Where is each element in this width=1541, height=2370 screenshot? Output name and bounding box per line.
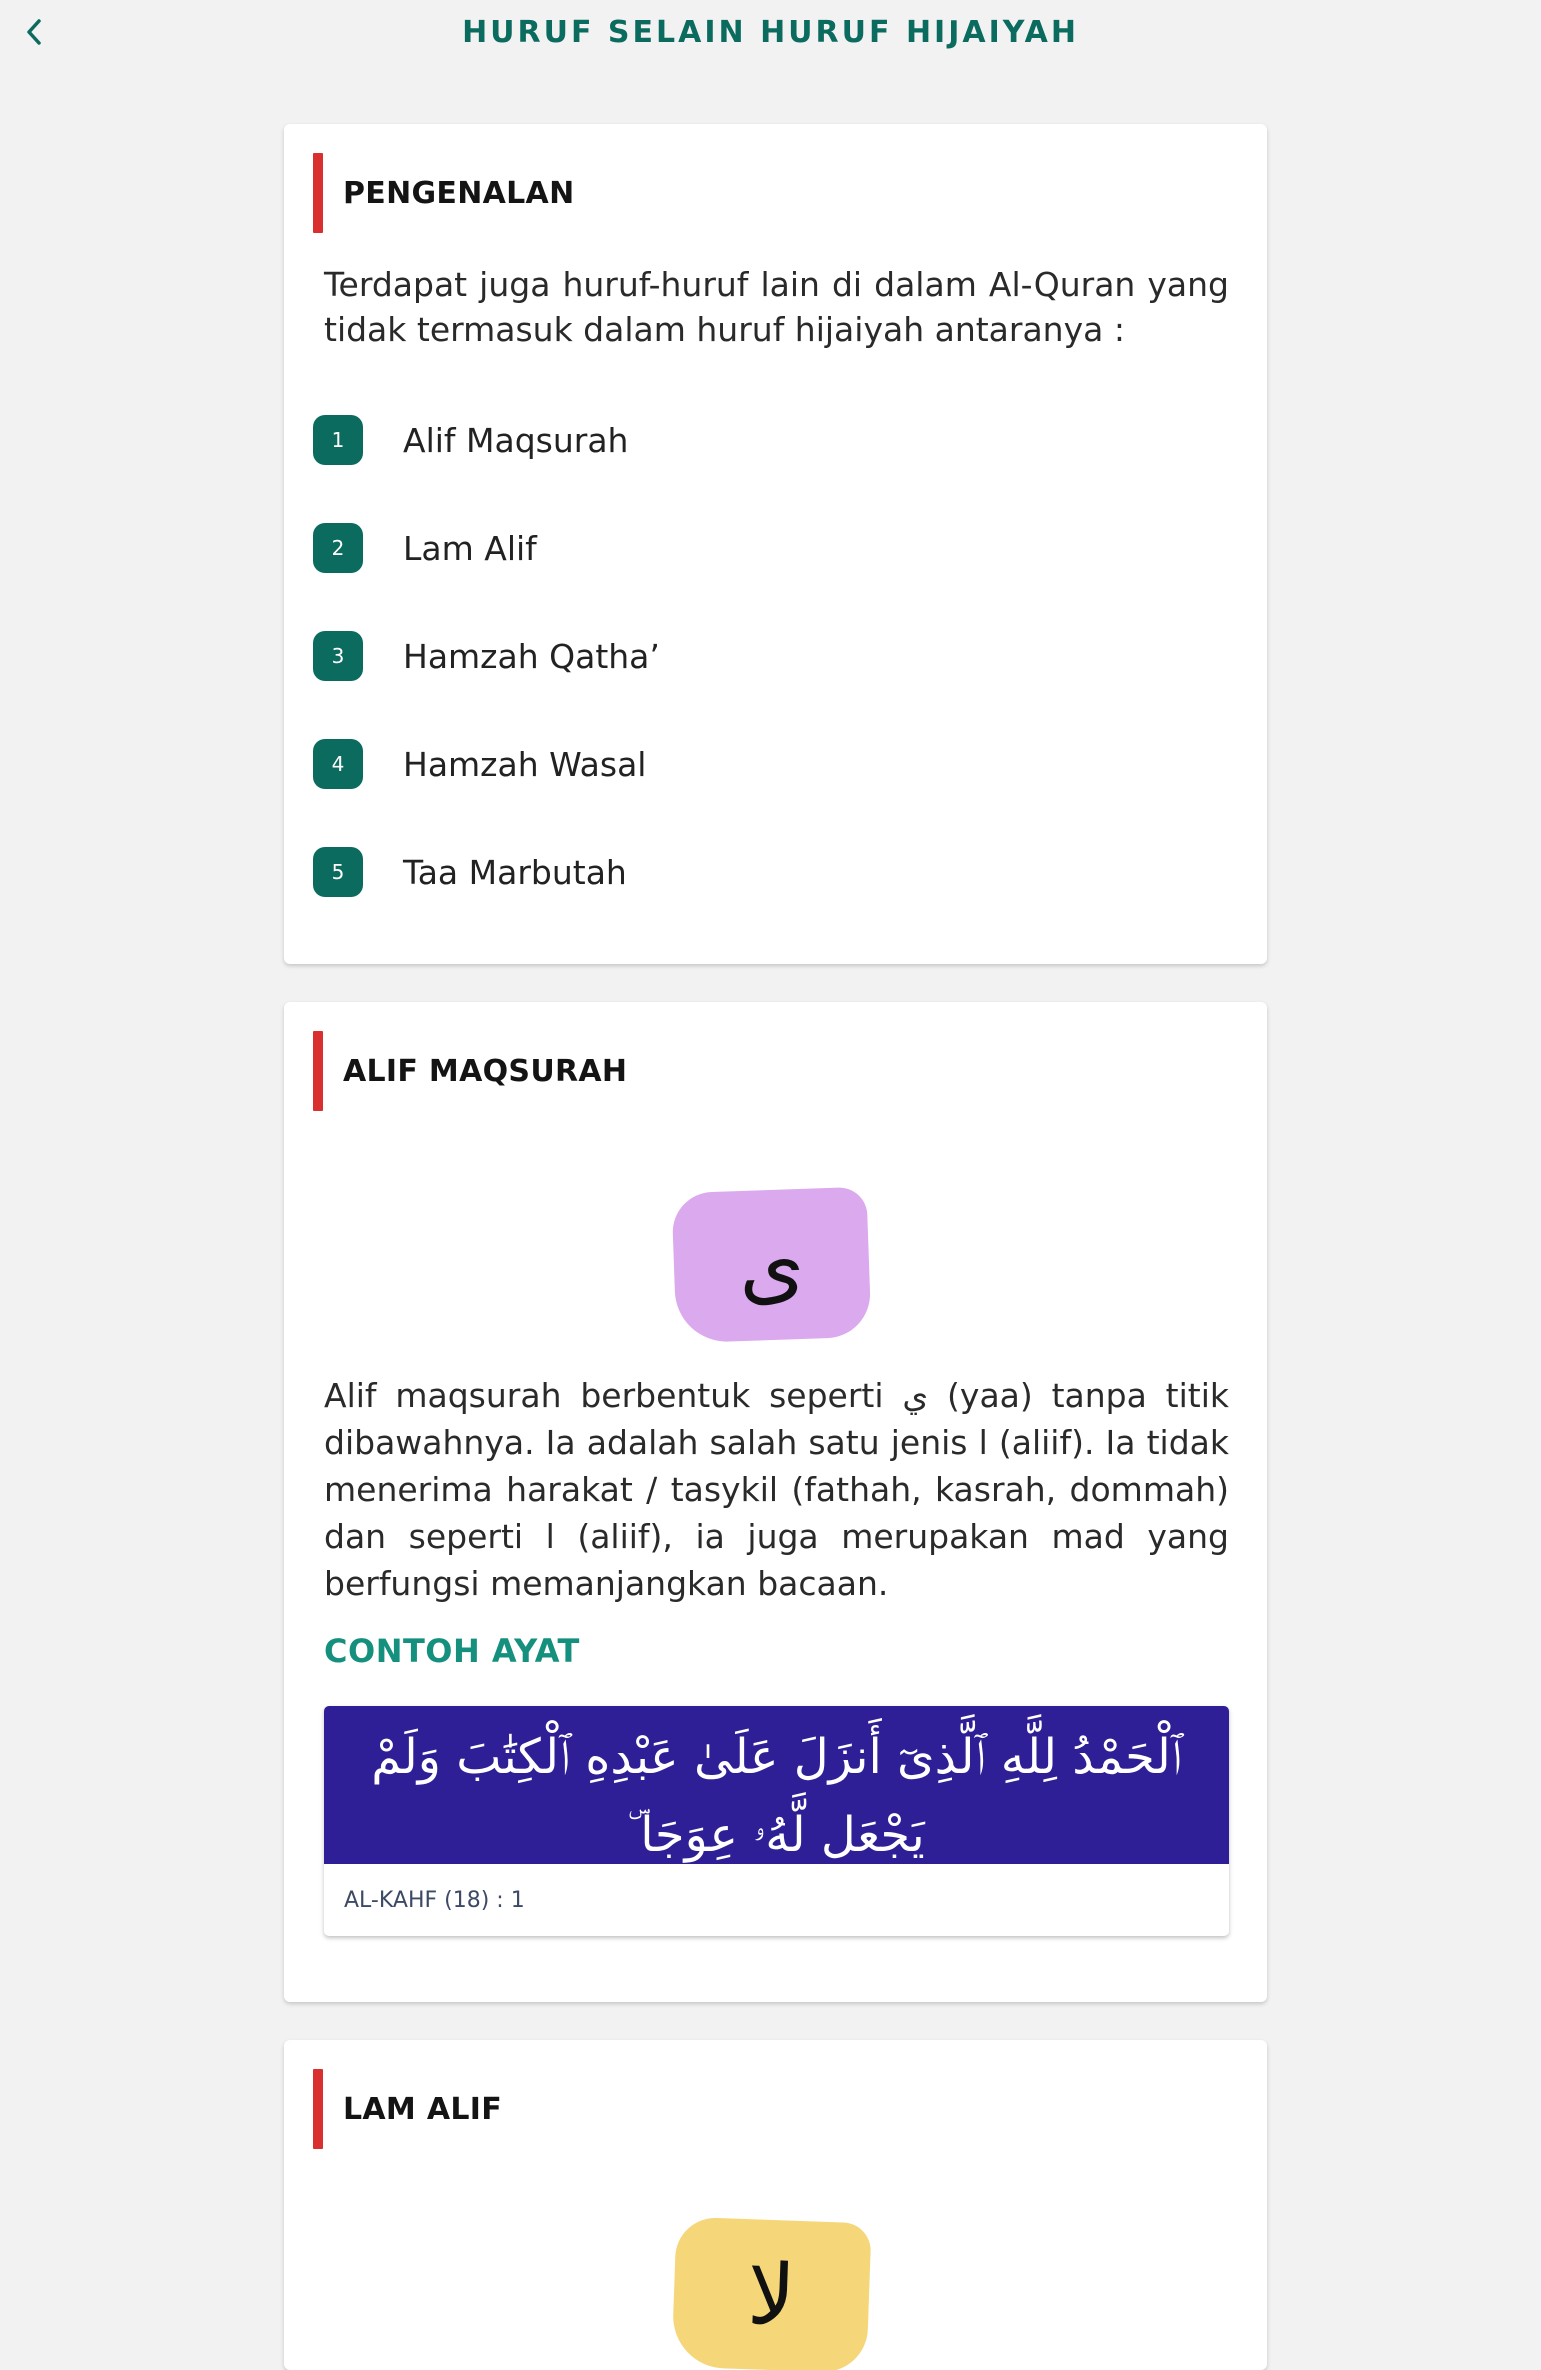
section-title: LAM ALIF bbox=[343, 2091, 503, 2127]
list-item-label: Alif Maqsurah bbox=[403, 420, 629, 460]
number-badge: 2 bbox=[313, 523, 363, 573]
example-label: CONTOH AYAT bbox=[324, 1632, 580, 1670]
section-header bbox=[313, 2069, 502, 2149]
intro-paragraph: Terdapat juga huruf-huruf lain di dalam Al-Quran yang tidak termasuk dalam huruf hijaiyah antaranya : bbox=[324, 265, 1229, 349]
chevron-left-icon bbox=[23, 17, 45, 47]
ayat-reference: AL-KAHF (18) : 1 bbox=[344, 1887, 525, 1913]
list-item-label: Lam Alif bbox=[403, 528, 537, 568]
back-button[interactable] bbox=[16, 14, 52, 50]
number-badge: 5 bbox=[313, 847, 363, 897]
lam-alif-letter-image bbox=[671, 2217, 871, 2370]
list-item-label: Hamzah Qatha’ bbox=[403, 636, 660, 676]
letter-glyph: ى bbox=[736, 1214, 807, 1316]
lam-alif-card bbox=[284, 2040, 1267, 2370]
section-title: PENGENALAN bbox=[343, 175, 575, 211]
number-badge: 4 bbox=[313, 739, 363, 789]
letter-glyph: لا bbox=[745, 2245, 798, 2345]
alif-maqsurah-card bbox=[284, 1002, 1267, 2002]
section-header bbox=[313, 153, 574, 233]
page-title: HURUF SELAIN HURUF HIJAIYAH bbox=[462, 14, 1079, 50]
alif-maqsurah-letter-image bbox=[671, 1187, 871, 1344]
list-item-label: Hamzah Wasal bbox=[403, 744, 647, 784]
section-title: ALIF MAQSURAH bbox=[343, 1053, 628, 1089]
list-item bbox=[313, 846, 627, 898]
app-header bbox=[0, 0, 1541, 66]
section-accent-bar bbox=[313, 2069, 323, 2149]
section-accent-bar bbox=[313, 153, 323, 233]
list-item bbox=[313, 522, 537, 574]
ayat-example-box bbox=[324, 1706, 1229, 1936]
alif-maqsurah-paragraph: Alif maqsurah berbentuk seperti ي (yaa) tanpa titik dibawahnya. Ia adalah salah satu jenis ا (aliif). Ia tidak menerima harakat / tasykil (fathah, kasrah, dommah) dan seperti ا (aliif), ia juga merupakan mad yang berfungsi memanjangkan bacaan. bbox=[324, 1376, 1229, 1603]
section-accent-bar bbox=[313, 1031, 323, 1111]
list-item-label: Taa Marbutah bbox=[403, 852, 627, 892]
intro-card bbox=[284, 124, 1267, 964]
list-item bbox=[313, 738, 646, 790]
list-item bbox=[313, 630, 660, 682]
list-item bbox=[313, 414, 628, 466]
number-badge: 1 bbox=[313, 415, 363, 465]
section-header bbox=[313, 1031, 627, 1111]
ayat-text: ٱلْحَمْدُ لِلَّهِ ٱلَّذِىٓ أَنزَلَ عَلَىٰ عَبْدِهِ ٱلْكِتَٰبَ وَلَمْ يَجْعَل لَّهُۥ عِوَجَا ۜ bbox=[324, 1706, 1229, 1864]
number-badge: 3 bbox=[313, 631, 363, 681]
